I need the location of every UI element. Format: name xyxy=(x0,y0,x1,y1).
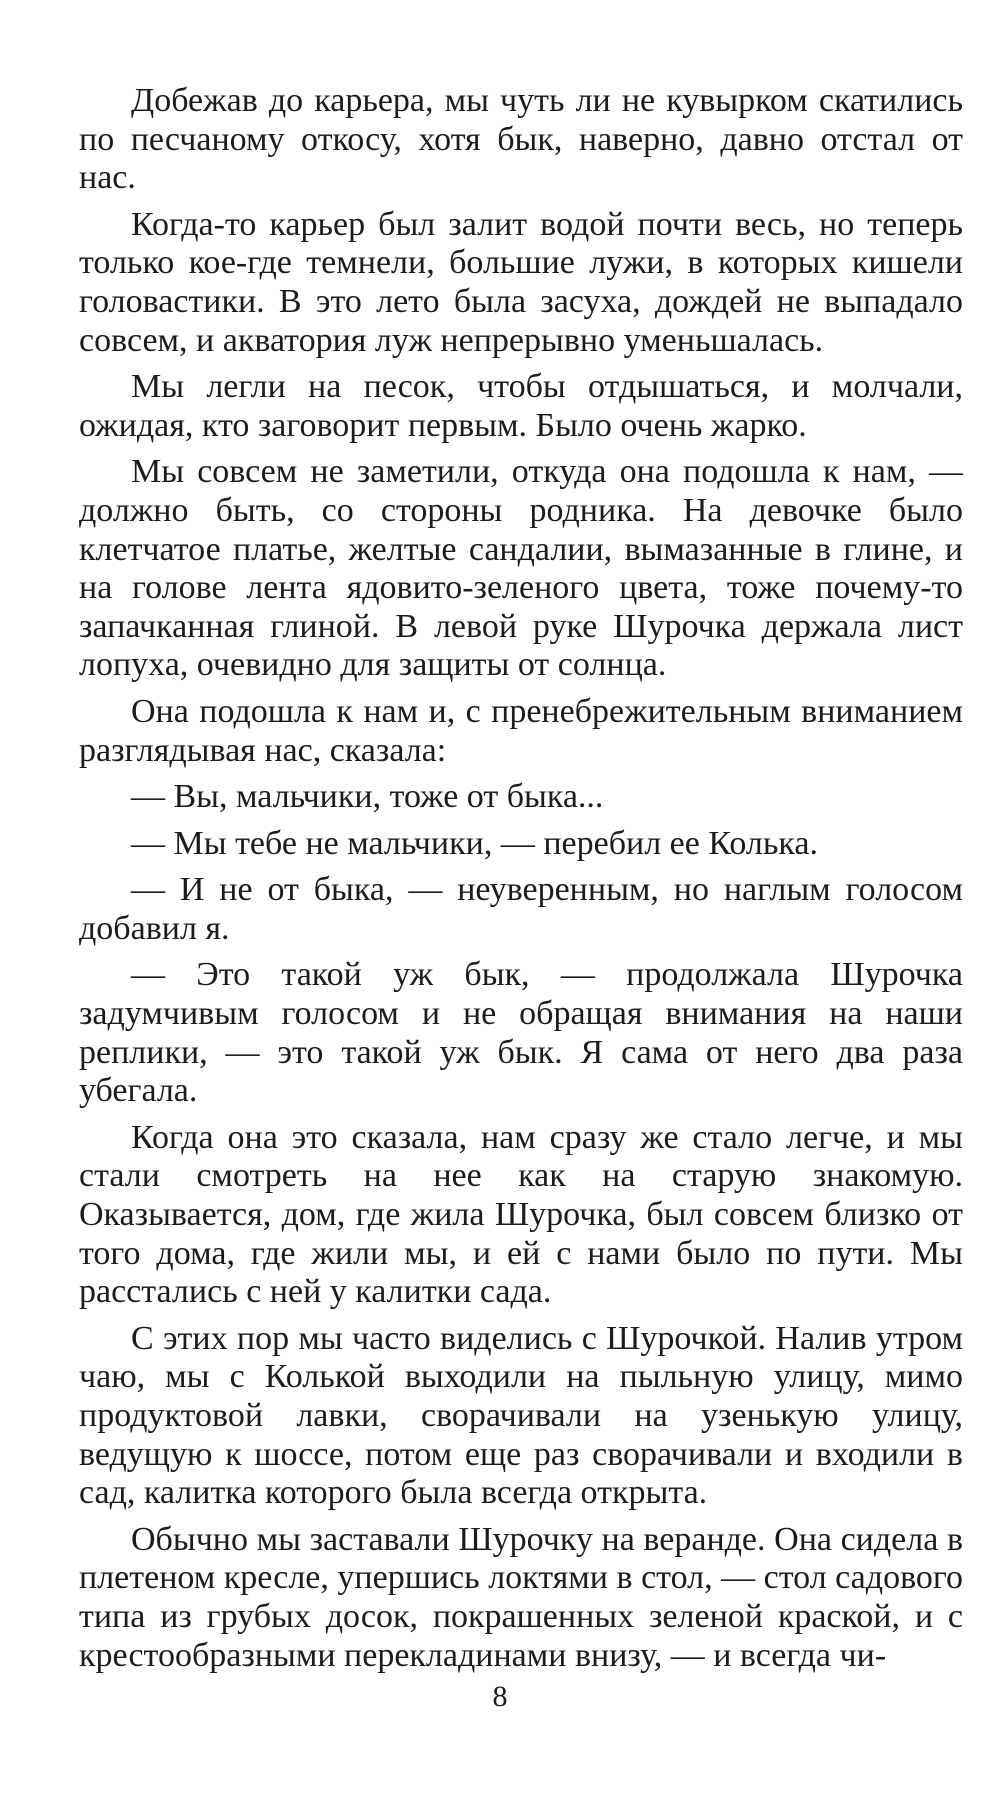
paragraph-5: Она подошла к нам и, с пренебрежительным вниманием разглядывая нас, сказала: xyxy=(79,692,963,769)
dialogue-line-2: — Мы тебе не мальчики, — перебил ее Колька. xyxy=(131,824,818,862)
dialogue-line-4: — Это такой уж бык, — продолжала Шурочка задумчивым голосом и не обращая внимания на наши реплики, — это такой уж бык. Я сама от него два раза убегала. xyxy=(79,956,963,1110)
paragraph-7: С этих пор мы часто виделись с Шурочкой. Налив утром чаю, мы с Колькой выходили на пыльную улицу, мимо продуктовой лавки, сворачивали на узенькую улицу, ведущую к шоссе, потом еще раз сворачивали и входили в сад, калитка которого была всегда открыта. xyxy=(79,1319,963,1512)
paragraph-2: Когда-то карьер был залит водой почти весь, но теперь только кое-где темнели, большие лужи, в которых кишели головастики. В это лето была засуха, дождей не выпадало совсем, и акватория луж непрерывно уменьшалась. xyxy=(79,205,963,359)
page-text xyxy=(79,82,963,1683)
paragraph-4: Мы совсем не заметили, откуда она подошла к нам, — должно быть, со стороны родника. На девочке было клетчатое платье, желтые сандалии, вымазанные в глине, и на голове лента ядовито-зеленого цвета, тоже почему-то запачканная глиной. В левой руке Шурочка держала лист лопуха, очевидно для защиты от солнца. xyxy=(79,453,963,684)
paragraph-8: Обычно мы заставали Шурочку на веранде. Она сидела в плетеном кресле, упершись локтями в стол, — стол садового типа из грубых досок, покрашенных зеленой краской, и с крестообразными перекладинами внизу, — и всегда чи- xyxy=(79,1520,963,1674)
dialogue-line-3: — И не от быка, — неуверенным, но наглым голосом добавил я. xyxy=(79,871,963,947)
paragraph-6: Когда она это сказала, нам сразу же стало легче, и мы стали смотреть на нее как на старую знакомую. Оказывается, дом, где жила Шурочка, был совсем близко от того дома, где жили мы, и ей с нами было по пути. Мы расстались с ней у калитки сада. xyxy=(79,1118,963,1311)
paragraph-1: Добежав до карьера, мы чуть ли не кувырком скатились по песчаному откосу, хотя бык, наверно, давно отстал от нас. xyxy=(79,82,963,197)
paragraph-3: Мы легли на песок, чтобы отдышаться, и молчали, ожидая, кто заговорит первым. Было очень жарко. xyxy=(79,368,963,444)
dialogue-line-1: — Вы, мальчики, тоже от быка... xyxy=(131,778,604,816)
page-number: 8 xyxy=(492,1680,508,1713)
